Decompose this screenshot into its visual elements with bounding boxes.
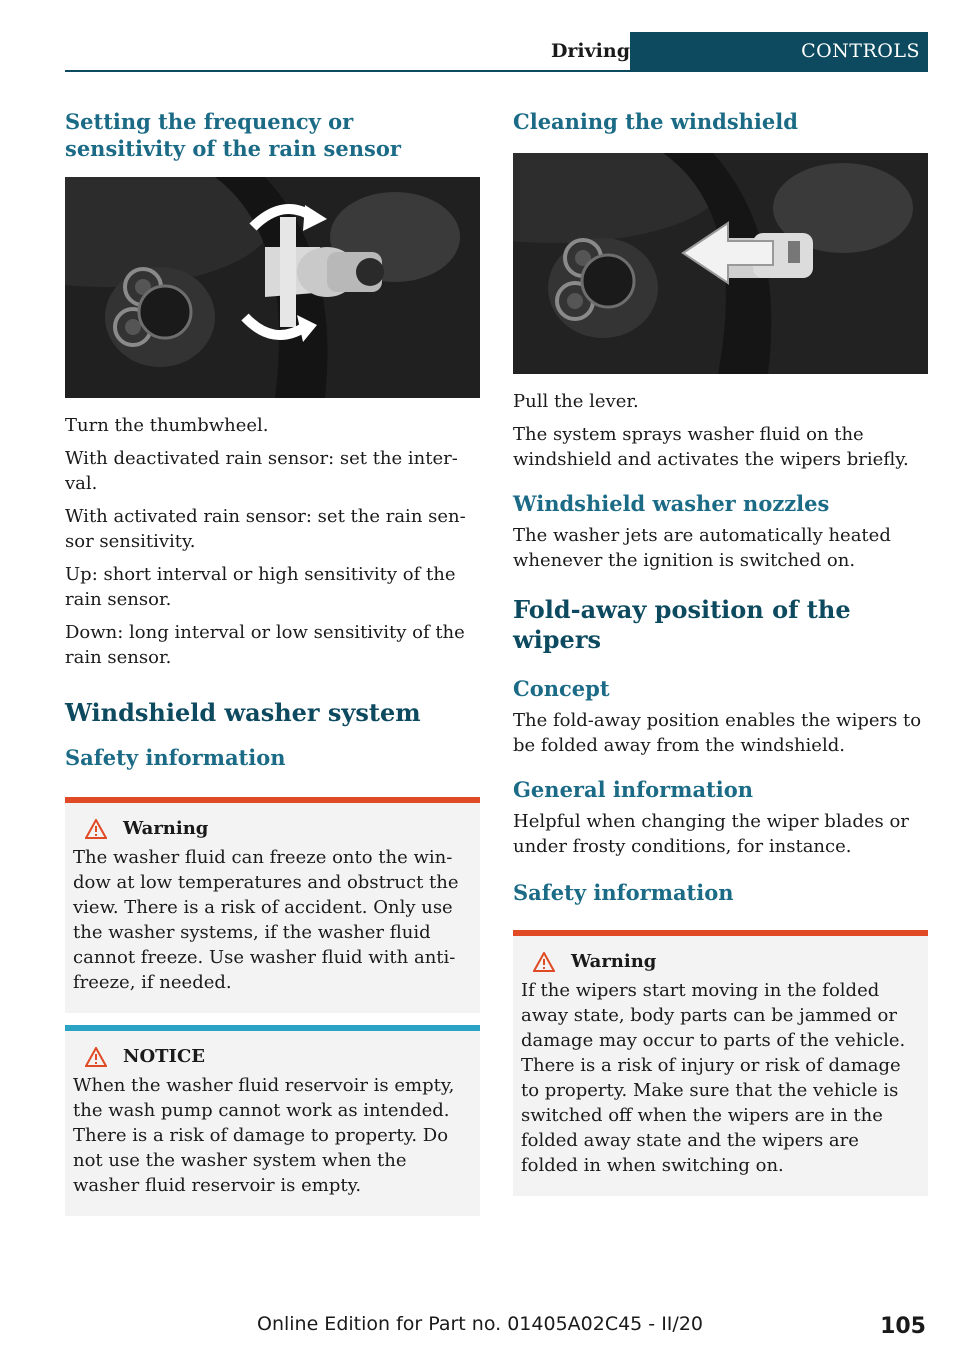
warning-triangle-icon (533, 952, 555, 972)
warning-title-left (73, 817, 472, 841)
right-column (513, 108, 928, 1196)
warning-title-right (521, 950, 920, 974)
warning-text-right: If the wipers start moving in the folded away state, body parts can be jammed or damage may occur to parts of the vehicle. There is a risk of injury or risk of damage to property. Make sure that the vehicle is switched off when the wipers are in the folded away state and the wipers are folded in when switching on. (521, 980, 906, 1176)
header-rule (65, 70, 928, 72)
notice-title (73, 1045, 472, 1069)
heading-safety-right: Safety information (513, 880, 734, 905)
heading-cleaning-windshield: Cleaning the windshield (513, 109, 798, 134)
heading-concept: Concept (513, 676, 610, 701)
heading-rain-sensor: Setting the frequency or sensitivity of the rain sensor (65, 109, 401, 161)
rain-para-1: Turn the thumbwheel. (65, 415, 269, 436)
heading-washer-system: Windshield washer system (65, 698, 421, 727)
warning-label-right: Warning (571, 951, 657, 972)
heading-safety-left: Safety information (65, 745, 286, 770)
notice-box (65, 1025, 480, 1216)
warning-triangle-icon (85, 819, 107, 839)
lever-photo (513, 153, 928, 374)
concept-para: The fold-away position enables the wipers to be folded away from the windshield. (513, 710, 922, 756)
spacer (65, 1013, 480, 1025)
clean-para-1: Pull the lever. (513, 391, 639, 412)
heading-general-info: General information (513, 777, 754, 802)
clean-para-2: The system sprays washer fluid on the windshield and activates the wipers briefly. (513, 424, 909, 470)
nozzles-para: The washer jets are automatically heated whenever the ignition is switched on. (513, 525, 891, 571)
thumbwheel-illustration (65, 177, 480, 398)
header-chapter-tab: CONTROLS (630, 32, 928, 70)
warning-label-left: Warning (123, 818, 209, 839)
rain-para-3: With activated rain sensor: set the rain sen‐sor sensitivity. (65, 506, 466, 552)
lever-illustration (513, 153, 928, 374)
warning-text-left: The washer fluid can freeze onto the win‐dow at low temperatures and obstruct the view. There is a risk of accident. Only use the washer systems, if the washer fluid cannot freeze. Use washer fluid with anti‐freeze, if needed. (73, 847, 459, 993)
notice-text: When the washer fluid reservoir is empty, the wash pump cannot work as intended. There is a risk of damage to property. Do not use the washer system when the washer fluid reservoir is empty. (73, 1075, 455, 1196)
notice-triangle-icon (85, 1047, 107, 1067)
heading-washer-nozzles: Windshield washer nozzles (513, 491, 830, 516)
general-para: Helpful when changing the wiper blades or under frosty conditions, for instance. (513, 811, 909, 857)
page-number: 105 (880, 1314, 926, 1339)
warning-box-left (65, 797, 480, 1013)
notice-label: NOTICE (123, 1046, 205, 1067)
rain-para-4: Up: short interval or high sensitivity of the rain sensor. (65, 564, 456, 610)
header-section-title: Driving (550, 40, 630, 62)
rain-para-2: With deactivated rain sensor: set the inter‐val. (65, 448, 458, 494)
left-column (65, 108, 480, 1216)
heading-foldaway: Fold-away position of the wipers (513, 595, 851, 654)
warning-box-right (513, 930, 928, 1196)
footer-edition: Online Edition for Part no. 01405A02C45 - II/20 (256, 1313, 703, 1335)
thumbwheel-photo (65, 177, 480, 398)
page-header (65, 32, 928, 72)
rain-para-5: Down: long interval or low sensitivity of the rain sensor. (65, 622, 465, 668)
